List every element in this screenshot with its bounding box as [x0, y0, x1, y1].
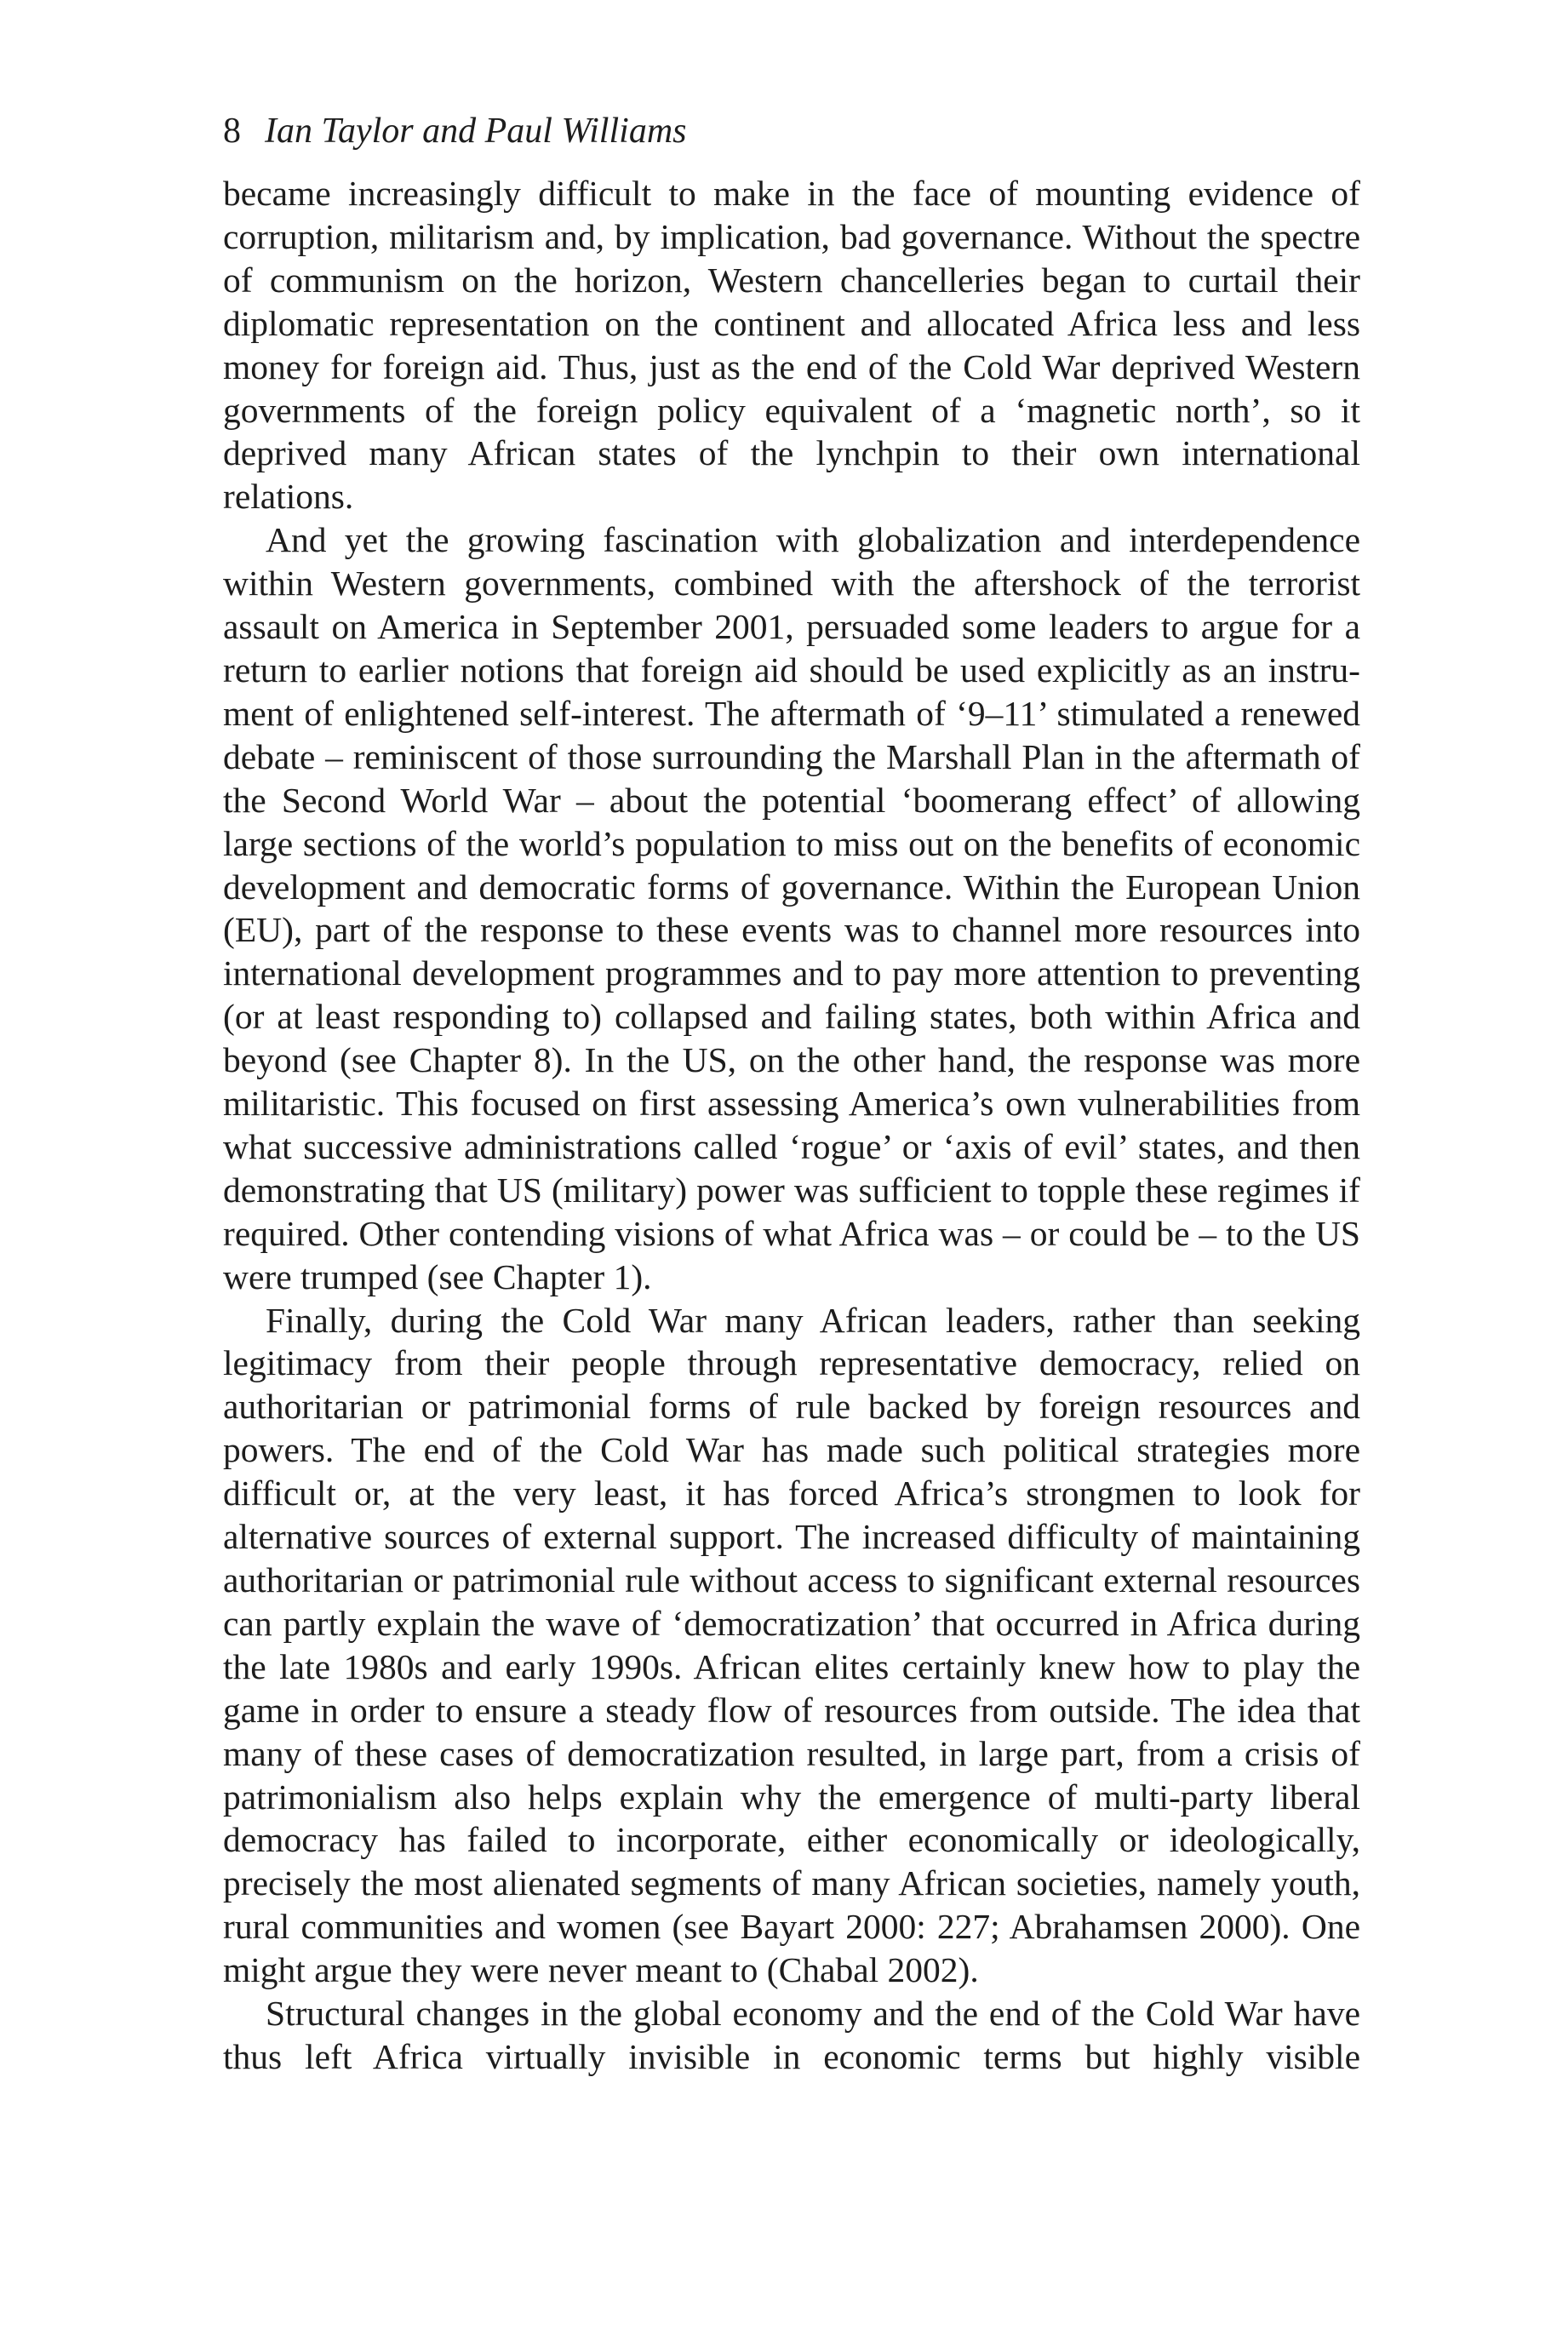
page-number: 8 [223, 112, 241, 151]
body-paragraph: became increasingly difficult to make in the face of mounting evidence of corruption, militarism and, by implication, bad governance. Without the spectre of communism on the horizon, Western chancelleries began to curtail their diplomatic representation on the continent and allocated Africa less and less money for foreign aid. Thus, just as the end of the Cold War deprived Western governments of the foreign policy equivalent of a ‘magnetic north’, so it deprived many African states of the lynchpin to their own international relations. [223, 174, 1360, 517]
running-head-authors: Ian Taylor and Paul Williams [265, 112, 687, 151]
body-paragraph: Finally, during the Cold War many African leaders, rather than seeking legitimacy from their people through representative democracy, relied on authoritarian or patrimonial forms of rule backed by foreign resources and powers. The end of the Cold War has made such political strategies more difficult or, at the very least, it has forced Africa’s strongmen to look for alternative sources of external support. The increased difficulty of maintaining authoritarian or patrimonial rule without access to significant external resources can partly explain the wave of ‘democratization’ that occurred in Africa during the late 1980s and early 1990s. African elites certainly knew how to play the game in order to ensure a steady flow of resources from outside. The idea that many of these cases of democratization resulted, in large part, from a crisis of patrimonialism also helps explain why the emergence of multi-party liberal democracy has failed to incorporate, either economically or ideologically, precisely the most alienated segments of many African societies, namely youth, rural communities and women (see Bayart 2000: 227; Abrahamsen 2000). One might argue they were never meant to (Chabal 2002). [223, 1300, 1360, 1990]
body-paragraph: Structural changes in the global economy and the end of the Cold War have thus left Africa virtually invisible in economic terms but highly visible [223, 1994, 1360, 2076]
body-paragraph: And yet the growing fascination with globalization and interdependence within Western governments, combined with the aftershock of the terrorist assault on America in September 2001, persuaded some leaders to argue for a return to earlier notions that foreign aid should be used explicitly as an instrument of enlightened self-interest. The aftermath of ‘9–11’ stimulated a renewed debate – reminiscent of those surrounding the Marshall Plan in the aftermath of the Second World War – about the potential ‘boomerang effect’ of allowing large sections of the world’s population to miss out on the benefits of economic development and democratic forms of governance. Within the European Union (EU), part of the response to these events was to channel more resources into international development programmes and to pay more attention to preventing (or at least responding to) collapsed and failing states, both within Africa and beyond (see Chapter 8). In the US, on the other hand, the response was more militaristic. This focused on first assessing America’s own vulnerabilities from what successive administrations called ‘rogue’ or ‘axis of evil’ states, and then demonstrating that US (military) power was sufficient to topple these regimes if required. Other contending visions of what Africa was – or could be – to the US were trumped (see Chapter 1). [223, 520, 1360, 1296]
book-page [223, 109, 1360, 2079]
running-head [223, 109, 1360, 153]
